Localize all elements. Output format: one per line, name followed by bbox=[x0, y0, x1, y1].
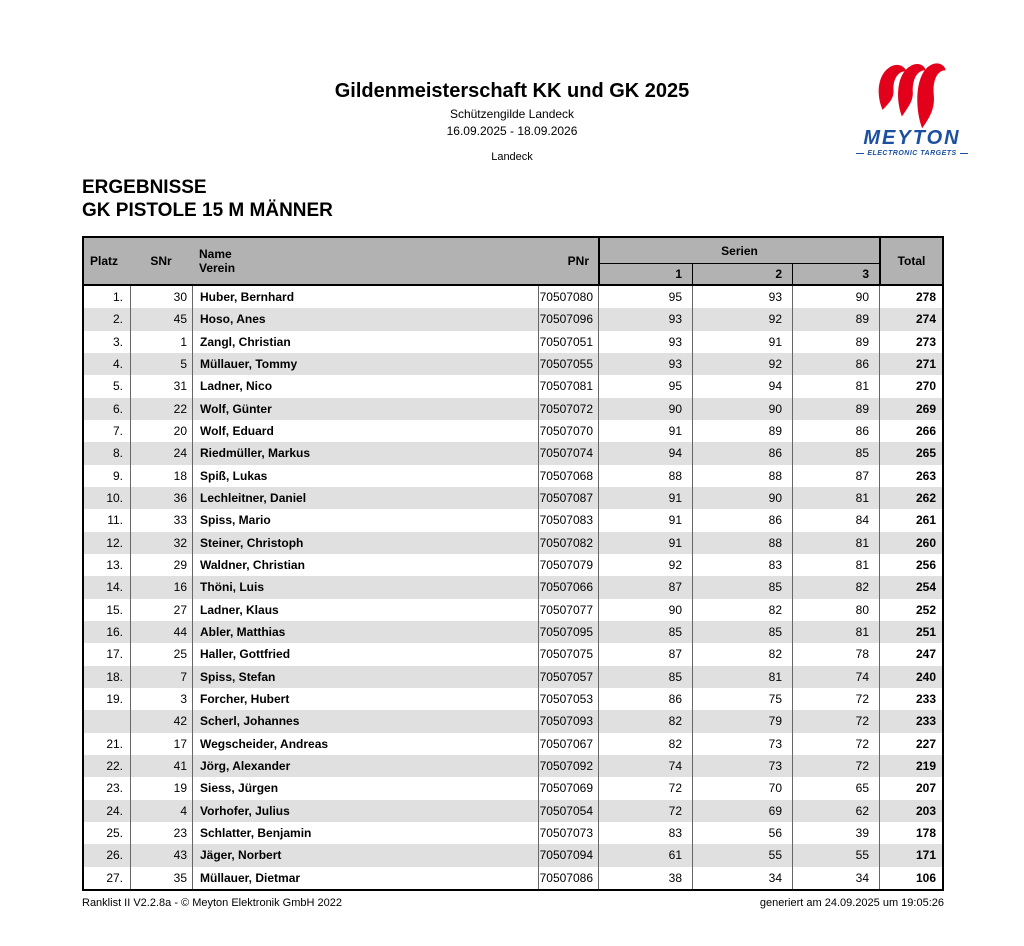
serie1-cell: 85 bbox=[598, 666, 692, 688]
serie3-cell: 90 bbox=[792, 286, 879, 308]
serie2-cell: 85 bbox=[692, 576, 792, 598]
total-cell: 203 bbox=[879, 800, 942, 822]
snr-cell: 45 bbox=[130, 308, 192, 330]
snr-cell: 36 bbox=[130, 487, 192, 509]
platz-cell: 24. bbox=[106, 803, 123, 818]
platz-cell: 18. bbox=[106, 669, 123, 684]
snr-cell: 5 bbox=[130, 353, 192, 375]
table-row bbox=[84, 465, 942, 487]
name-cell: Zangl, Christian bbox=[192, 331, 538, 353]
serie1-cell: 82 bbox=[598, 733, 692, 755]
snr-cell: 42 bbox=[130, 710, 192, 732]
serie3-cell: 72 bbox=[792, 710, 879, 732]
total-cell: 252 bbox=[879, 599, 942, 621]
serie3-cell: 81 bbox=[792, 554, 879, 576]
footer-generated-text: generiert am 24.09.2025 um 19:05:26 bbox=[759, 897, 944, 909]
snr-cell: 22 bbox=[130, 398, 192, 420]
pnr-cell: 70507051 bbox=[538, 331, 598, 353]
serie3-cell: 80 bbox=[792, 599, 879, 621]
name-cell: Schlatter, Benjamin bbox=[192, 822, 538, 844]
page-title: Gildenmeisterschaft KK und GK 2025 bbox=[334, 80, 690, 102]
snr-cell: 25 bbox=[130, 643, 192, 665]
name-cell: Spiss, Mario bbox=[192, 509, 538, 531]
table-row bbox=[84, 576, 942, 598]
platz-cell: 25. bbox=[106, 826, 123, 841]
serie2-cell: 90 bbox=[692, 487, 792, 509]
serie2-cell: 79 bbox=[692, 710, 792, 732]
table-header-row bbox=[84, 238, 942, 286]
name-cell: Wegscheider, Andreas bbox=[192, 733, 538, 755]
serie2-cell: 92 bbox=[692, 353, 792, 375]
serie1-cell: 91 bbox=[598, 420, 692, 442]
name-cell: Steiner, Christoph bbox=[192, 532, 538, 554]
serie1-cell: 72 bbox=[598, 777, 692, 799]
name-cell: Scherl, Johannes bbox=[192, 710, 538, 732]
platz-cell: 14. bbox=[106, 580, 123, 595]
name-cell: Thöni, Luis bbox=[192, 576, 538, 598]
col-header-total: Total bbox=[879, 238, 942, 284]
col-header-name-verein bbox=[192, 238, 538, 284]
snr-cell: 3 bbox=[130, 688, 192, 710]
snr-cell: 33 bbox=[130, 509, 192, 531]
platz-cell: 8. bbox=[112, 446, 123, 461]
table-row bbox=[84, 755, 942, 777]
footer-version-text: Ranklist II V2.2.8a - © Meyton Elektronik GmbH 2022 bbox=[82, 897, 342, 909]
page-footer bbox=[82, 897, 944, 909]
serie3-cell: 65 bbox=[792, 777, 879, 799]
serie2-cell: 88 bbox=[692, 465, 792, 487]
pnr-cell: 70507072 bbox=[538, 398, 598, 420]
serie1-cell: 87 bbox=[598, 643, 692, 665]
serie3-cell: 84 bbox=[792, 509, 879, 531]
pnr-cell: 70507086 bbox=[538, 867, 598, 889]
platz-cell: 10. bbox=[106, 491, 123, 506]
serie1-cell: 85 bbox=[598, 621, 692, 643]
col-header-pnr: PNr bbox=[567, 254, 589, 268]
pnr-cell: 70507068 bbox=[538, 465, 598, 487]
table-row bbox=[84, 286, 942, 308]
meyton-m-icon bbox=[868, 56, 956, 130]
snr-cell: 24 bbox=[130, 442, 192, 464]
serie1-cell: 82 bbox=[598, 710, 692, 732]
col-group-header-serien: Serien bbox=[598, 238, 879, 264]
total-cell: 256 bbox=[879, 554, 942, 576]
event-location: Landeck bbox=[491, 151, 533, 163]
serie1-cell: 61 bbox=[598, 844, 692, 866]
platz-cell: 23. bbox=[106, 781, 123, 796]
serie3-cell: 62 bbox=[792, 800, 879, 822]
name-cell: Spiß, Lukas bbox=[192, 465, 538, 487]
col-header-serie-3: 3 bbox=[792, 264, 879, 284]
snr-cell: 18 bbox=[130, 465, 192, 487]
total-cell: 106 bbox=[879, 867, 942, 889]
table-row bbox=[84, 420, 942, 442]
name-cell: Ladner, Nico bbox=[192, 375, 538, 397]
serie2-cell: 94 bbox=[692, 375, 792, 397]
pnr-cell: 70507096 bbox=[538, 308, 598, 330]
serie1-cell: 95 bbox=[598, 375, 692, 397]
name-cell: Abler, Matthias bbox=[192, 621, 538, 643]
platz-cell: 16. bbox=[106, 625, 123, 640]
pnr-cell: 70507079 bbox=[538, 554, 598, 576]
snr-cell: 17 bbox=[130, 733, 192, 755]
col-header-name: Name bbox=[199, 247, 232, 261]
pnr-cell: 70507066 bbox=[538, 576, 598, 598]
table-row bbox=[84, 822, 942, 844]
serie1-cell: 83 bbox=[598, 822, 692, 844]
col-header-verein: Verein bbox=[199, 261, 236, 275]
snr-cell: 20 bbox=[130, 420, 192, 442]
pnr-cell: 70507092 bbox=[538, 755, 598, 777]
pnr-cell: 70507074 bbox=[538, 442, 598, 464]
serie2-cell: 88 bbox=[692, 532, 792, 554]
table-row bbox=[84, 643, 942, 665]
table-row bbox=[84, 688, 942, 710]
serie2-cell: 82 bbox=[692, 599, 792, 621]
snr-cell: 4 bbox=[130, 800, 192, 822]
tagline-line-right bbox=[960, 153, 968, 154]
platz-cell: 27. bbox=[106, 870, 123, 885]
total-cell: 247 bbox=[879, 643, 942, 665]
platz-cell: 22. bbox=[106, 759, 123, 774]
name-cell: Jäger, Norbert bbox=[192, 844, 538, 866]
name-cell: Wolf, Günter bbox=[192, 398, 538, 420]
name-cell: Jörg, Alexander bbox=[192, 755, 538, 777]
meyton-logo bbox=[846, 56, 978, 157]
table-row bbox=[84, 621, 942, 643]
serie3-cell: 78 bbox=[792, 643, 879, 665]
name-cell: Haller, Gottfried bbox=[192, 643, 538, 665]
serie2-cell: 86 bbox=[692, 509, 792, 531]
table-row bbox=[84, 331, 942, 353]
total-cell: 263 bbox=[879, 465, 942, 487]
table-row bbox=[84, 353, 942, 375]
table-row bbox=[84, 308, 942, 330]
table-row bbox=[84, 599, 942, 621]
serie1-cell: 93 bbox=[598, 331, 692, 353]
serie1-cell: 91 bbox=[598, 487, 692, 509]
total-cell: 171 bbox=[879, 844, 942, 866]
pnr-cell: 70507055 bbox=[538, 353, 598, 375]
snr-cell: 41 bbox=[130, 755, 192, 777]
serie2-cell: 90 bbox=[692, 398, 792, 420]
serie3-cell: 72 bbox=[792, 688, 879, 710]
serie1-cell: 91 bbox=[598, 509, 692, 531]
serie1-cell: 95 bbox=[598, 286, 692, 308]
total-cell: 273 bbox=[879, 331, 942, 353]
serie2-cell: 56 bbox=[692, 822, 792, 844]
table-row bbox=[84, 442, 942, 464]
pnr-cell: 70507094 bbox=[538, 844, 598, 866]
serie2-cell: 69 bbox=[692, 800, 792, 822]
serie3-cell: 89 bbox=[792, 331, 879, 353]
serie2-cell: 75 bbox=[692, 688, 792, 710]
total-cell: 207 bbox=[879, 777, 942, 799]
serie2-cell: 34 bbox=[692, 867, 792, 889]
total-cell: 270 bbox=[879, 375, 942, 397]
total-cell: 278 bbox=[879, 286, 942, 308]
serie2-cell: 55 bbox=[692, 844, 792, 866]
pnr-cell: 70507087 bbox=[538, 487, 598, 509]
total-cell: 233 bbox=[879, 688, 942, 710]
pnr-cell: 70507082 bbox=[538, 532, 598, 554]
serie3-cell: 55 bbox=[792, 844, 879, 866]
pnr-cell: 70507081 bbox=[538, 375, 598, 397]
total-cell: 254 bbox=[879, 576, 942, 598]
col-header-serie-1: 1 bbox=[598, 264, 692, 284]
serie1-cell: 38 bbox=[598, 867, 692, 889]
table-row bbox=[84, 666, 942, 688]
pnr-cell: 70507073 bbox=[538, 822, 598, 844]
serie3-cell: 34 bbox=[792, 867, 879, 889]
name-cell: Forcher, Hubert bbox=[192, 688, 538, 710]
results-table bbox=[82, 236, 944, 891]
name-cell: Siess, Jürgen bbox=[192, 777, 538, 799]
name-cell: Ladner, Klaus bbox=[192, 599, 538, 621]
discipline-heading: GK PISTOLE 15 M MÄNNER bbox=[82, 200, 333, 221]
tagline-line-left bbox=[856, 153, 864, 154]
serie1-cell: 74 bbox=[598, 755, 692, 777]
platz-cell: 5. bbox=[112, 379, 123, 394]
col-header-serie-2: 2 bbox=[692, 264, 792, 284]
platz-cell: 15. bbox=[106, 602, 123, 617]
serie2-cell: 86 bbox=[692, 442, 792, 464]
snr-cell: 31 bbox=[130, 375, 192, 397]
results-heading: ERGEBNISSE bbox=[82, 177, 207, 198]
serie3-cell: 72 bbox=[792, 755, 879, 777]
total-cell: 178 bbox=[879, 822, 942, 844]
pnr-cell: 70507070 bbox=[538, 420, 598, 442]
name-cell: Riedmüller, Markus bbox=[192, 442, 538, 464]
platz-cell: 9. bbox=[112, 468, 123, 483]
serie2-cell: 83 bbox=[692, 554, 792, 576]
serie2-cell: 82 bbox=[692, 643, 792, 665]
table-row bbox=[84, 487, 942, 509]
total-cell: 240 bbox=[879, 666, 942, 688]
serie3-cell: 74 bbox=[792, 666, 879, 688]
name-cell: Vorhofer, Julius bbox=[192, 800, 538, 822]
table-row bbox=[84, 800, 942, 822]
serie1-cell: 94 bbox=[598, 442, 692, 464]
snr-cell: 1 bbox=[130, 331, 192, 353]
total-cell: 265 bbox=[879, 442, 942, 464]
table-row bbox=[84, 733, 942, 755]
snr-cell: 32 bbox=[130, 532, 192, 554]
serie2-cell: 81 bbox=[692, 666, 792, 688]
total-cell: 266 bbox=[879, 420, 942, 442]
serie3-cell: 86 bbox=[792, 353, 879, 375]
table-row bbox=[84, 710, 942, 732]
platz-cell: 1. bbox=[112, 290, 123, 305]
organizer-name: Schützengilde Landeck bbox=[449, 107, 575, 121]
table-row bbox=[84, 844, 942, 866]
platz-cell: 11. bbox=[107, 513, 123, 528]
serie2-cell: 85 bbox=[692, 621, 792, 643]
pnr-cell: 70507080 bbox=[538, 286, 598, 308]
serie2-cell: 91 bbox=[692, 331, 792, 353]
serie1-cell: 92 bbox=[598, 554, 692, 576]
platz-cell: 3. bbox=[112, 334, 123, 349]
platz-cell: 6. bbox=[112, 401, 123, 416]
serie3-cell: 85 bbox=[792, 442, 879, 464]
serie1-cell: 86 bbox=[598, 688, 692, 710]
serie3-cell: 39 bbox=[792, 822, 879, 844]
event-date-range: 16.09.2025 - 18.09.2026 bbox=[446, 124, 578, 138]
serie1-cell: 93 bbox=[598, 308, 692, 330]
pnr-cell: 70507093 bbox=[538, 710, 598, 732]
serie2-cell: 73 bbox=[692, 755, 792, 777]
name-cell: Waldner, Christian bbox=[192, 554, 538, 576]
serie1-cell: 72 bbox=[598, 800, 692, 822]
serie2-cell: 70 bbox=[692, 777, 792, 799]
platz-cell bbox=[84, 710, 130, 732]
snr-cell: 35 bbox=[130, 867, 192, 889]
name-cell: Hoso, Anes bbox=[192, 308, 538, 330]
col-header-platz: Platz bbox=[90, 254, 119, 268]
pnr-cell: 70507067 bbox=[538, 733, 598, 755]
platz-cell: 12. bbox=[106, 535, 123, 550]
serie3-cell: 82 bbox=[792, 576, 879, 598]
total-cell: 219 bbox=[879, 755, 942, 777]
serie1-cell: 93 bbox=[598, 353, 692, 375]
table-row bbox=[84, 532, 942, 554]
platz-cell: 26. bbox=[106, 848, 123, 863]
total-cell: 233 bbox=[879, 710, 942, 732]
logo-tagline bbox=[856, 150, 968, 157]
total-cell: 260 bbox=[879, 532, 942, 554]
serie2-cell: 73 bbox=[692, 733, 792, 755]
pnr-cell: 70507095 bbox=[538, 621, 598, 643]
col-header-snr: SNr bbox=[150, 254, 172, 268]
name-cell: Müllauer, Tommy bbox=[192, 353, 538, 375]
platz-cell: 21. bbox=[106, 736, 123, 751]
serie1-cell: 90 bbox=[598, 599, 692, 621]
serie3-cell: 72 bbox=[792, 733, 879, 755]
total-cell: 262 bbox=[879, 487, 942, 509]
logo-brand-text: MEYTON bbox=[863, 127, 961, 149]
serie3-cell: 89 bbox=[792, 398, 879, 420]
snr-cell: 23 bbox=[130, 822, 192, 844]
serie3-cell: 86 bbox=[792, 420, 879, 442]
snr-cell: 44 bbox=[130, 621, 192, 643]
pnr-cell: 70507057 bbox=[538, 666, 598, 688]
serie1-cell: 91 bbox=[598, 532, 692, 554]
pnr-cell: 70507077 bbox=[538, 599, 598, 621]
total-cell: 269 bbox=[879, 398, 942, 420]
table-row bbox=[84, 398, 942, 420]
name-cell: Lechleitner, Daniel bbox=[192, 487, 538, 509]
total-cell: 261 bbox=[879, 509, 942, 531]
pnr-cell: 70507053 bbox=[538, 688, 598, 710]
serie3-cell: 87 bbox=[792, 465, 879, 487]
platz-cell: 17. bbox=[106, 647, 123, 662]
platz-cell: 7. bbox=[112, 424, 123, 439]
serie1-cell: 87 bbox=[598, 576, 692, 598]
name-cell: Müllauer, Dietmar bbox=[192, 867, 538, 889]
total-cell: 274 bbox=[879, 308, 942, 330]
platz-cell: 4. bbox=[112, 357, 123, 372]
total-cell: 271 bbox=[879, 353, 942, 375]
serie3-cell: 89 bbox=[792, 308, 879, 330]
snr-cell: 19 bbox=[130, 777, 192, 799]
serie2-cell: 89 bbox=[692, 420, 792, 442]
snr-cell: 43 bbox=[130, 844, 192, 866]
pnr-cell: 70507054 bbox=[538, 800, 598, 822]
table-row bbox=[84, 509, 942, 531]
pnr-cell: 70507069 bbox=[538, 777, 598, 799]
snr-cell: 30 bbox=[130, 286, 192, 308]
tagline-text: ELECTRONIC TARGETS bbox=[867, 150, 957, 157]
serie3-cell: 81 bbox=[792, 487, 879, 509]
total-cell: 227 bbox=[879, 733, 942, 755]
platz-cell: 19. bbox=[106, 692, 123, 707]
serie3-cell: 81 bbox=[792, 621, 879, 643]
table-row bbox=[84, 554, 942, 576]
pnr-cell: 70507075 bbox=[538, 643, 598, 665]
snr-cell: 7 bbox=[130, 666, 192, 688]
platz-cell: 13. bbox=[106, 558, 123, 573]
snr-cell: 27 bbox=[130, 599, 192, 621]
table-row bbox=[84, 867, 942, 889]
serie2-cell: 93 bbox=[692, 286, 792, 308]
total-cell: 251 bbox=[879, 621, 942, 643]
name-cell: Wolf, Eduard bbox=[192, 420, 538, 442]
serie3-cell: 81 bbox=[792, 375, 879, 397]
platz-cell: 2. bbox=[112, 312, 123, 327]
name-cell: Spiss, Stefan bbox=[192, 666, 538, 688]
name-cell: Huber, Bernhard bbox=[192, 286, 538, 308]
pnr-cell: 70507083 bbox=[538, 509, 598, 531]
table-row bbox=[84, 375, 942, 397]
table-body bbox=[84, 286, 942, 889]
serie3-cell: 81 bbox=[792, 532, 879, 554]
snr-cell: 29 bbox=[130, 554, 192, 576]
results-section-title bbox=[82, 176, 333, 222]
serie1-cell: 90 bbox=[598, 398, 692, 420]
serie1-cell: 88 bbox=[598, 465, 692, 487]
serie2-cell: 92 bbox=[692, 308, 792, 330]
table-row bbox=[84, 777, 942, 799]
snr-cell: 16 bbox=[130, 576, 192, 598]
